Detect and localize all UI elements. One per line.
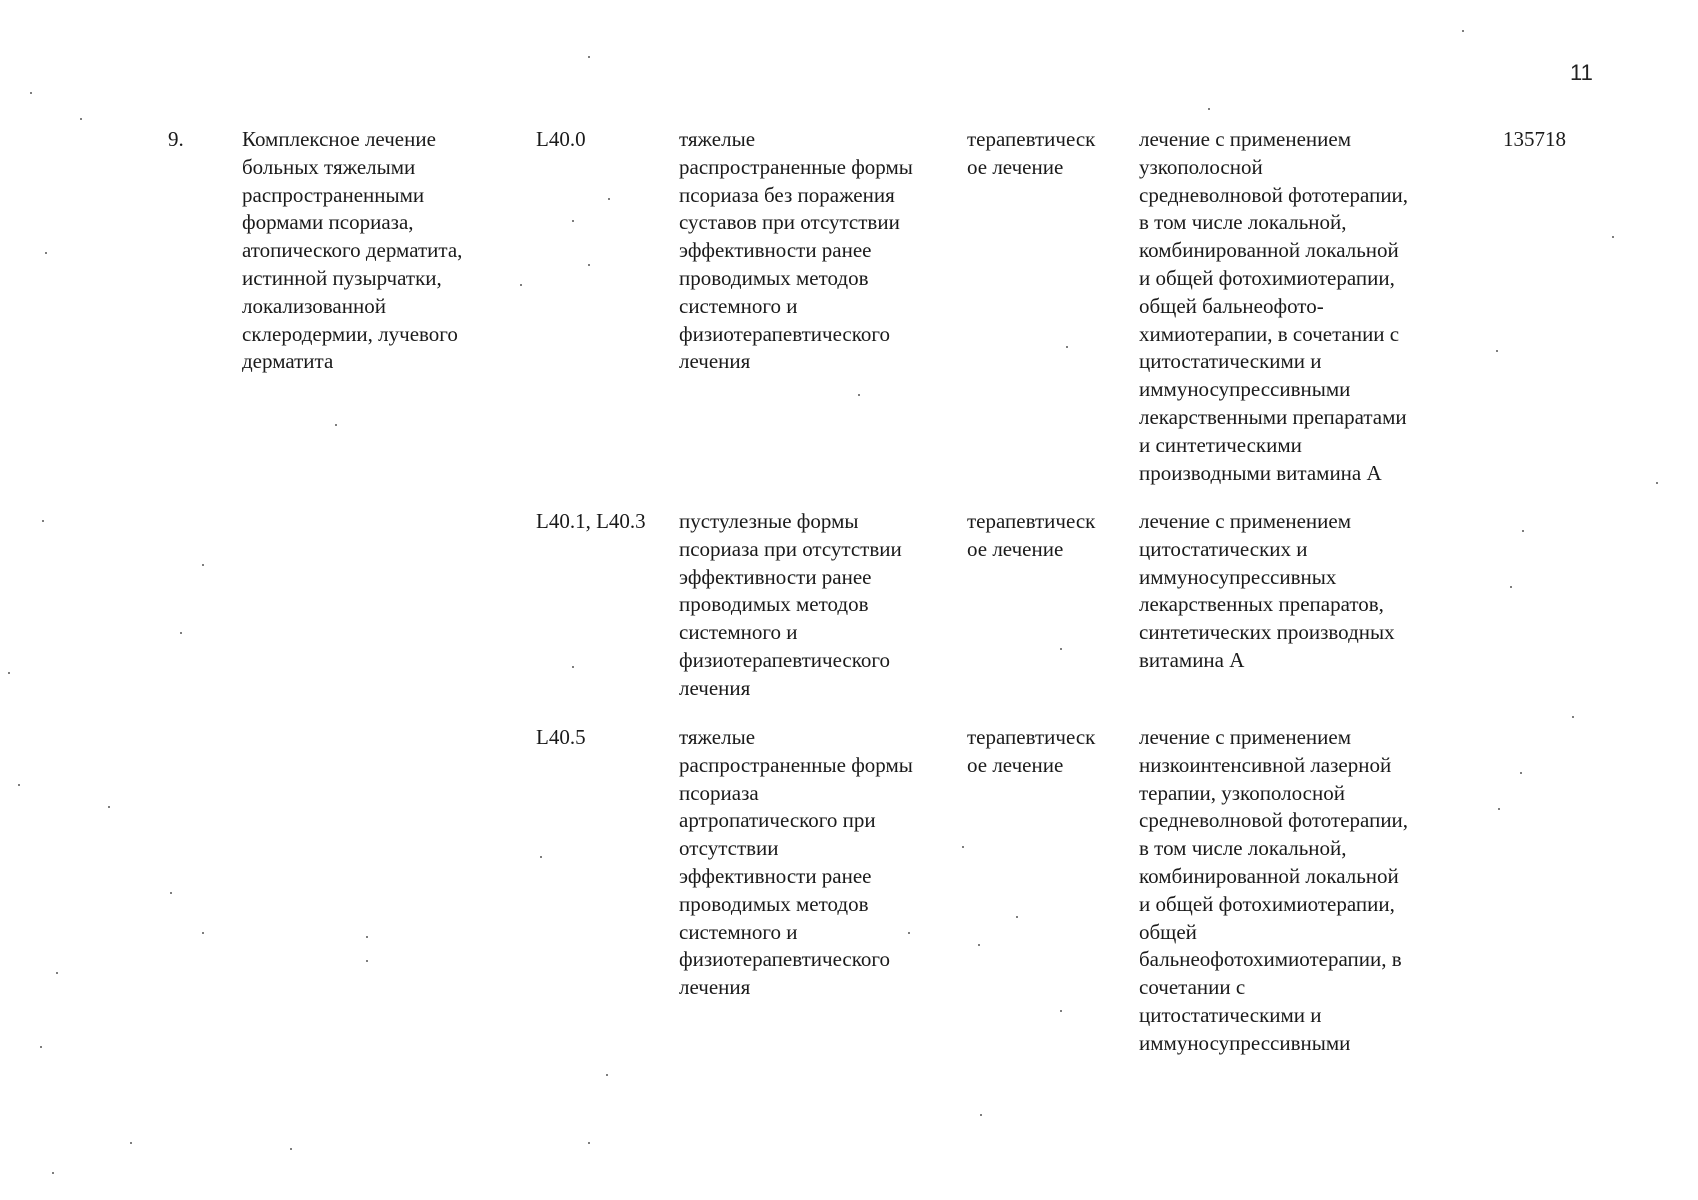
scan-speck xyxy=(290,1148,292,1150)
scan-speck xyxy=(8,672,10,674)
scan-speck xyxy=(52,1172,54,1174)
entry-name: Комплексное лечение больных тяжелыми распространенными формами псориаза, атопического дерматита, истинной пузырчатки, локализованной склеродермии, лучевого дерматита xyxy=(242,127,463,374)
scan-speck xyxy=(1066,346,1068,348)
scan-speck xyxy=(1656,482,1658,484)
scan-speck xyxy=(335,424,337,426)
entry-number: 9. xyxy=(168,127,184,151)
scan-speck xyxy=(42,520,44,522)
row-2-patient-model: пустулезные формы псориаза при отсутствии эффективности ранее проводимых методов системного и физиотерапевтического лечения xyxy=(679,509,902,700)
scan-speck xyxy=(1498,808,1500,810)
row-3-method: лечение с применением низкоинтенсивной лазерной терапии, узкополосной средневолновой фототерапии, в том числе локальной, комбинированной локальной и общей фотохимиотерапии, общей бальнеофотохимиотерапии, в сочетании с цитостатическими и иммуносупрессивными xyxy=(1139,725,1409,1055)
scan-speck xyxy=(202,932,204,934)
scan-speck xyxy=(1060,648,1062,650)
scan-speck xyxy=(908,932,910,934)
scan-speck xyxy=(1520,772,1522,774)
scan-speck xyxy=(366,936,368,938)
row-1-patient-model: тяжелые распространенные формы псориаза без поражения суставов при отсутствии эффективности ранее проводимых методов системного и физиотерапевтического лечения xyxy=(679,127,913,374)
scan-speck xyxy=(572,666,574,668)
scan-speck xyxy=(1510,586,1512,588)
scan-speck xyxy=(608,198,610,200)
scan-speck xyxy=(606,1074,608,1076)
scan-speck xyxy=(1016,916,1018,918)
row-3-codes: L40.5 xyxy=(536,725,586,749)
scan-speck xyxy=(202,564,204,566)
scan-speck xyxy=(962,846,964,848)
row-2-method: лечение с применением цитостатических и иммуносупрессивных лекарственных препаратов, синтетических производных витамина А xyxy=(1139,509,1395,672)
scan-speck xyxy=(980,1114,982,1116)
entry-cost: 135718 xyxy=(1503,127,1566,151)
scan-speck xyxy=(572,220,574,222)
row-1-method: лечение с применением узкополосной средневолновой фототерапии, в том числе локальной, комбинированной локальной и общей фотохимиотерапии, общей бальнеофото- химиотерапии, в сочетании с цитостатическими и иммуносупрессивными лекарственными препаратами и синтетическими производными витамина А xyxy=(1139,127,1409,485)
row-3-treatment-type: терапевтическ ое лечение xyxy=(967,725,1096,777)
scan-speck xyxy=(45,252,47,254)
scan-speck xyxy=(1496,350,1498,352)
scan-speck xyxy=(1612,236,1614,238)
row-2-treatment-type: терапевтическ ое лечение xyxy=(967,509,1096,561)
row-3-patient-model: тяжелые распространенные формы псориаза артропатического при отсутствии эффективности ранее проводимых методов системного и физиотерапевтического лечения xyxy=(679,725,913,1000)
scan-speck xyxy=(588,264,590,266)
page-number: 11 xyxy=(1570,60,1593,85)
scan-speck xyxy=(1208,108,1210,110)
scan-speck xyxy=(180,632,182,634)
scan-speck xyxy=(170,892,172,894)
scan-speck xyxy=(18,784,20,786)
row-1-codes: L40.0 xyxy=(536,127,586,151)
scan-speck xyxy=(80,118,82,120)
scan-speck xyxy=(858,394,860,396)
scan-speck xyxy=(1060,1010,1062,1012)
scan-speck xyxy=(40,1046,42,1048)
scan-speck xyxy=(1462,30,1464,32)
scan-speck xyxy=(56,972,58,974)
scan-speck xyxy=(540,856,542,858)
scan-speck xyxy=(588,1142,590,1144)
scan-speck xyxy=(1522,530,1524,532)
scan-speck xyxy=(366,960,368,962)
row-2-codes: L40.1, L40.3 xyxy=(536,509,646,533)
scan-speck xyxy=(520,284,522,286)
row-1-treatment-type: терапевтическ ое лечение xyxy=(967,127,1096,179)
scan-speck xyxy=(978,944,980,946)
scan-speck xyxy=(588,56,590,58)
scan-speck xyxy=(130,1142,132,1144)
scan-speck xyxy=(1572,716,1574,718)
scan-speck xyxy=(108,806,110,808)
scan-speck xyxy=(30,92,32,94)
